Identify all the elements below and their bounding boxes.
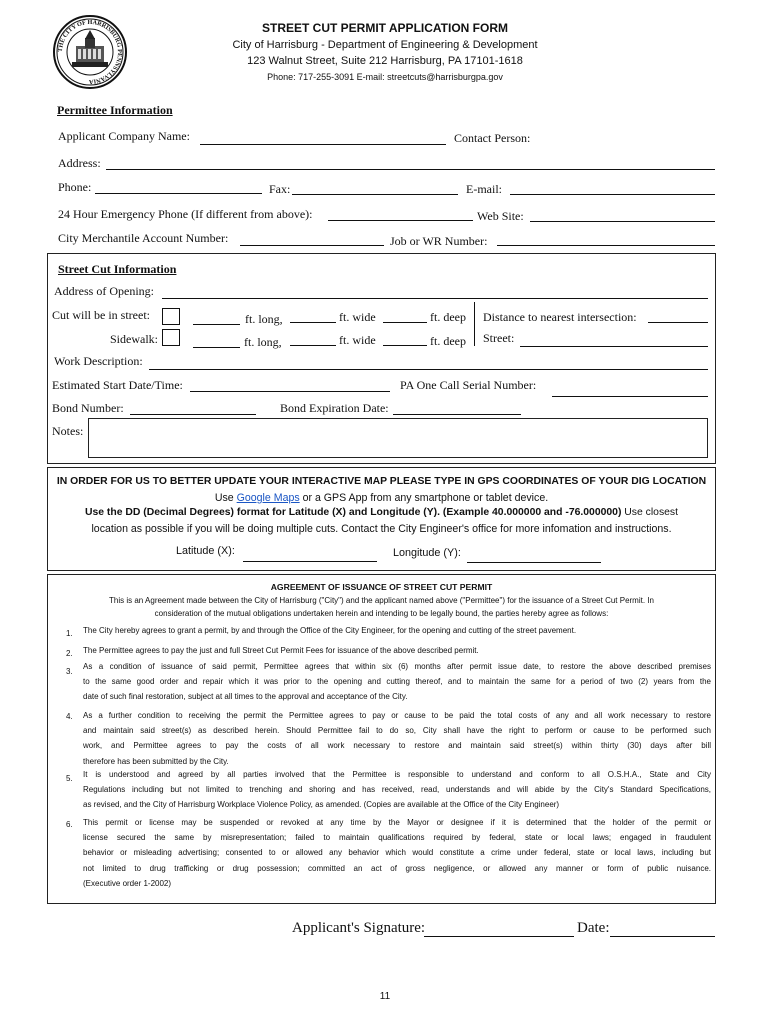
agreement-item-number: 2. xyxy=(66,649,73,658)
merchantile-label: City Merchantile Account Number: xyxy=(58,231,229,245)
agreement-item-line: The City hereby agrees to grant a permit, by and through the Office of the City Engineer, for the opening and cutting of the street pavement. xyxy=(83,626,577,635)
agreement-item-line: This permit or license may be suspended or revoked at any time by the Mayor or designee if it is determined that the holder of the permit or xyxy=(83,818,711,827)
agreement-item-number: 5. xyxy=(66,774,73,783)
agreement-item-line: as revised, and the City of Harrisburg Workplace Violence Policy, as amended. (Copies are available at the Office of the City Engineer) xyxy=(83,800,560,810)
work-description-field[interactable] xyxy=(149,369,708,370)
street-name-field[interactable] xyxy=(520,346,708,347)
agreement-item-line: The Permittee agrees to pay the just and full Street Cut Permit Fees for issuance of the above described permit. xyxy=(83,646,479,655)
email-label: E-mail: xyxy=(466,182,502,196)
agreement-item-line: behavior or misleading advertising; consented to or allowed any behavior which would constitute a crime under federal, state or local laws, including but xyxy=(83,848,711,858)
agreement-item-line: not limited to drug trafficking or drug possession; committed an act of gross negligence, or allowed any manner or form of public nuisance. xyxy=(83,863,711,873)
website-field[interactable] xyxy=(530,221,715,222)
notes-field[interactable] xyxy=(88,418,708,458)
opening-address-label: Address of Opening: xyxy=(54,284,154,298)
pa-one-call-field[interactable] xyxy=(552,396,708,397)
sidewalk-ft-wide: ft. wide xyxy=(339,333,376,347)
pa-one-call-label: PA One Call Serial Number: xyxy=(400,378,537,392)
job-number-label: Job or WR Number: xyxy=(390,234,488,248)
latitude-field[interactable] xyxy=(243,561,377,562)
agreement-item-line: It is understood and agreed by all parties involved that the Permittee is responsible to understand and conform to all O.S.H.A., State and City xyxy=(83,770,711,779)
bond-number-label: Bond Number: xyxy=(52,401,124,415)
street-ft-deep: ft. deep xyxy=(430,310,466,324)
fax-field[interactable] xyxy=(292,194,458,195)
sidewalk-checkbox[interactable] xyxy=(162,329,180,346)
department-line: City of Harrisburg - Department of Engineering & Development xyxy=(232,39,538,51)
distance-intersection-label: Distance to nearest intersection: xyxy=(483,310,637,324)
gps-app-pre: Use xyxy=(214,492,237,504)
gps-format-rest: Use closest xyxy=(621,507,678,518)
sidewalk-length-field[interactable] xyxy=(193,347,240,348)
sidewalk-depth-field[interactable] xyxy=(383,345,427,346)
date-field[interactable] xyxy=(610,936,715,937)
sidewalk-label: Sidewalk: xyxy=(110,332,158,346)
google-maps-link[interactable]: Google Maps xyxy=(236,492,300,504)
agreement-item-number: 6. xyxy=(66,820,73,829)
agreement-intro-2: consideration of the mutual obligations undertaken herein and intending to be legally bound, the parties hereby agree as follows: xyxy=(154,609,609,618)
agreement-item-line: license secured the same by misrepresentation; failed to maintain qualifications required by federal, state or local laws; engaged in fraudulent xyxy=(83,833,711,843)
merchantile-field[interactable] xyxy=(240,245,384,246)
page-number: 11 xyxy=(379,991,391,1002)
gps-location-line: location as possible if you will be doing multiple cuts. Contact the City Engineer's office for more infomation and instructions. xyxy=(91,523,672,535)
agreement-item-line: date of such final restoration, subject at all times to the approval and acceptance of the City. xyxy=(83,692,408,702)
bond-expiration-label: Bond Expiration Date: xyxy=(280,401,389,415)
address-label: Address: xyxy=(58,156,101,170)
street-width-field[interactable] xyxy=(290,322,336,323)
agreement-item-line: Regulations including but not limited to trenching and shoring and has received, read, understands and will abide by the City's Standard Specifications, xyxy=(83,785,711,795)
permittee-heading: Permittee Information xyxy=(57,103,173,117)
gps-format-bold: Use the DD (Decimal Degrees) format for Latitude (X) and Longitude (Y). (Example 40.000000 and -76.000000) xyxy=(84,507,622,518)
agreement-item-number: 4. xyxy=(66,712,73,721)
street-ft-long: ft. long, xyxy=(245,312,283,326)
date-label: Date: xyxy=(577,920,610,936)
bond-expiration-field[interactable] xyxy=(393,414,521,415)
street-label: Street: xyxy=(483,331,515,345)
email-field[interactable] xyxy=(510,194,715,195)
company-label: Applicant Company Name: xyxy=(58,129,190,143)
agreement-item-line: work, and Permittee agrees to pay the costs of all work necessary to restore and maintain said street(s) within thirty (30) days after bill xyxy=(83,741,711,751)
sidewalk-ft-deep: ft. deep xyxy=(430,334,466,348)
longitude-label: Longitude (Y): xyxy=(393,547,461,559)
signature-label: Applicant's Signature: xyxy=(292,920,426,936)
fax-label: Fax: xyxy=(269,182,291,196)
street-cut-heading: Street Cut Information xyxy=(58,262,177,276)
contact-person-label: Contact Person: xyxy=(454,131,531,145)
contact-line: Phone: 717-255-3091 E-mail: streetcuts@harrisburgpa.gov xyxy=(267,72,503,82)
sidewalk-width-field[interactable] xyxy=(290,345,336,346)
job-number-field[interactable] xyxy=(497,245,715,246)
agreement-intro-1: This is an Agreement made between the City of Harrisburg ("City") and the applicant named above ("Permittee") for the issuance of a Street Cut Permit. In xyxy=(109,596,654,605)
agreement-item-line: and maintain said street(s) as described herein. Should Permittee fail to do so, City shall have the right to perform or cause to be performed such xyxy=(83,726,711,736)
form-title: STREET CUT PERMIT APPLICATION FORM xyxy=(262,21,508,35)
emergency-phone-label: 24 Hour Emergency Phone (If different from above): xyxy=(58,207,313,221)
street-length-field[interactable] xyxy=(193,324,240,325)
work-description-label: Work Description: xyxy=(54,354,143,368)
agreement-item-line: As a further condition to receiving the permit the Permittee agrees to pay or cause to be paid the total costs of any and all work necessary to restore xyxy=(83,711,711,720)
latitude-label: Latitude (X): xyxy=(176,545,235,557)
agreement-item-line: As a condition of issuance of said permit, Permittee agrees that within six (6) months after permit issue date, to restore the above described premises xyxy=(83,662,711,671)
notes-label: Notes: xyxy=(52,424,84,438)
column-divider xyxy=(474,302,475,346)
gps-app-post: or a GPS App from any smartphone or tablet device. xyxy=(299,492,549,504)
address-field[interactable] xyxy=(106,169,715,170)
street-depth-field[interactable] xyxy=(383,322,427,323)
company-field[interactable] xyxy=(200,144,446,145)
longitude-field[interactable] xyxy=(467,562,601,563)
phone-label: Phone: xyxy=(58,180,92,194)
address-line: 123 Walnut Street, Suite 212 Harrisburg, PA 17101-1618 xyxy=(247,55,523,67)
agreement-item-line: to the same good order and repair which it was prior to the opening and cutting thereof, and to maintain the same for a period of two (2) years from the xyxy=(83,677,711,687)
street-ft-wide: ft. wide xyxy=(339,310,376,324)
agreement-item-number: 3. xyxy=(66,667,73,676)
gps-app-line xyxy=(47,492,716,504)
agreement-item-line: (Executive order 1-2002) xyxy=(83,878,172,888)
seal-text: THE CITY OF HARRISBURG PENNSYLVANIA xyxy=(56,18,124,86)
distance-intersection-field[interactable] xyxy=(648,322,708,323)
opening-address-field[interactable] xyxy=(162,298,708,299)
cut-in-street-checkbox[interactable] xyxy=(162,308,180,325)
bond-number-field[interactable] xyxy=(130,414,256,415)
start-date-field[interactable] xyxy=(190,391,390,392)
start-date-label: Estimated Start Date/Time: xyxy=(52,378,183,392)
agreement-item-line: therefore has been submitted by the City. xyxy=(83,756,229,766)
signature-field[interactable] xyxy=(424,936,574,937)
website-label: Web Site: xyxy=(477,209,524,223)
emergency-phone-field[interactable] xyxy=(328,220,473,221)
agreement-item-number: 1. xyxy=(66,629,73,638)
gps-instruction-heading: IN ORDER FOR US TO BETTER UPDATE YOUR INTERACTIVE MAP PLEASE TYPE IN GPS COORDINATES OF YOUR DIG LOCATION xyxy=(56,476,707,487)
gps-format-line xyxy=(47,507,716,518)
agreement-title: AGREEMENT OF ISSUANCE OF STREET CUT PERMIT xyxy=(270,582,493,592)
sidewalk-ft-long: ft. long, xyxy=(244,335,282,349)
cut-in-street-label: Cut will be in street: xyxy=(52,308,150,322)
phone-field[interactable] xyxy=(95,193,262,194)
